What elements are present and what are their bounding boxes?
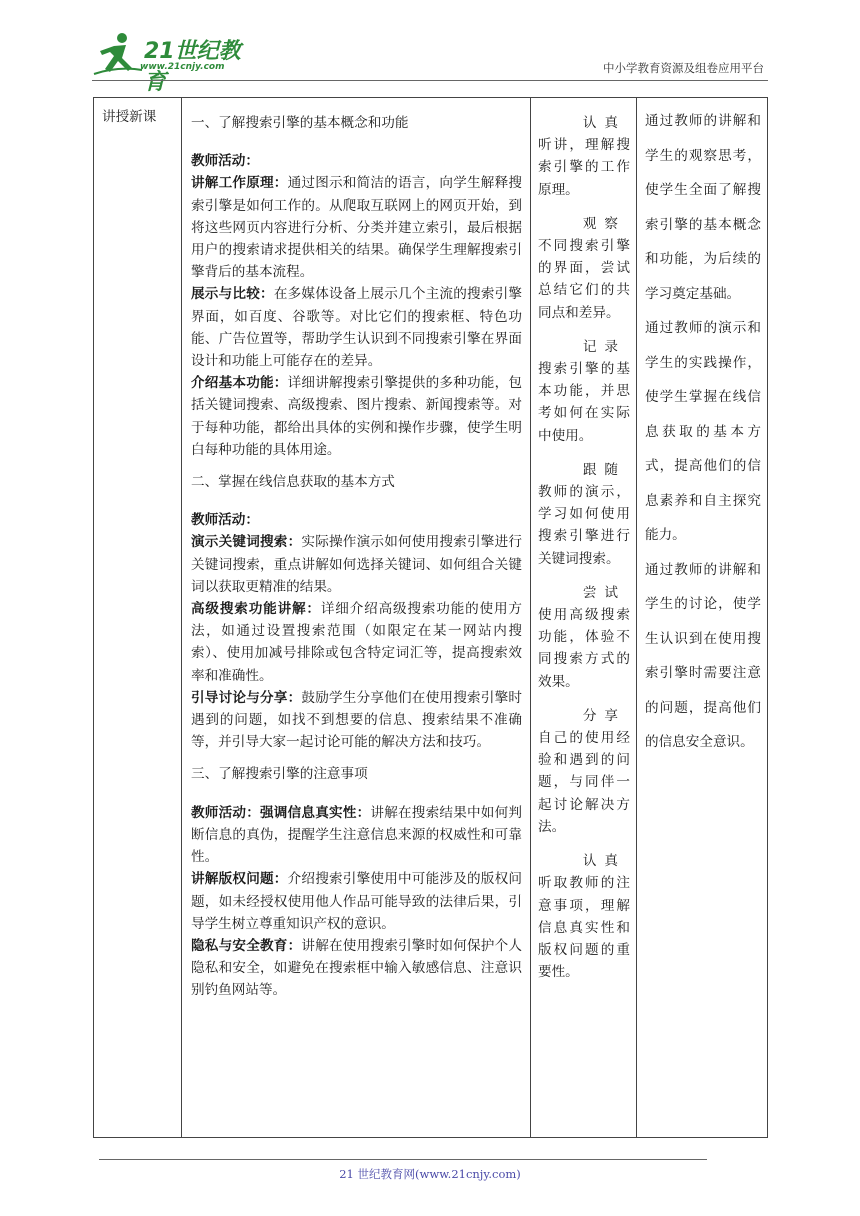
page-header [92, 30, 768, 95]
section-1-teacher-label: 教师活动： [191, 153, 259, 170]
section-1-title: 一、了解搜索引擎的基本概念和功能 [191, 115, 409, 131]
para-text: 详细讲解搜索引擎提供的多种功能，包括关键词搜索、高级搜索、图片搜索、新闻搜索等。对于每种功能，都给出具体的实例和操作步骤，使学生明白每种功能的具体用途。 [191, 375, 523, 458]
para-text: 通过图示和简洁的语言，向学生解释搜索引擎是如何工作的。从爬取互联网上的网页开始，到将这些网页内容进行分析、分类并建立索引，最后根据用户的搜索请求提供相关的结果。确保学生理解搜索引擎背后的基本流程。 [191, 175, 523, 281]
footer-link[interactable]: 21 世纪教育网(www.21cnjy.com) [339, 1167, 521, 1181]
section-3-title: 三、了解搜索引擎的注意事项 [191, 766, 368, 783]
student-activity: 教师的演示，学习如何使用搜索引擎进行关键词搜索。 [538, 484, 630, 567]
section-3-para-3 [191, 935, 522, 1002]
section-2-para-3 [191, 687, 522, 754]
header-divider [92, 80, 768, 81]
design-intent-cell [637, 98, 768, 1138]
runner-logo-icon [92, 30, 144, 76]
teacher-activity-cell [182, 98, 531, 1138]
design-intent: 通过教师的演示和学生的实践操作，使学生掌握在线信息获取的基本方式，提高他们的信息素养和自主探究能力。 [645, 320, 761, 543]
para-heading: 教师活动：强调信息真实性： [191, 804, 371, 821]
student-activity: 听取教师的注意事项，理解信息真实性和版权问题的重要性。 [538, 875, 630, 981]
row-label-cell [94, 98, 182, 1138]
para-text: 讲解在使用搜索引擎时如何保护个人隐私和安全，如避免在搜索框中输入敏感信息、注意识别钓鱼网站等。 [191, 937, 523, 999]
para-heading: 引导讨论与分享： [191, 689, 302, 706]
section-2-teacher-label: 教师活动： [191, 512, 259, 529]
section-2-para-1 [191, 531, 522, 598]
student-activity: 搜索引擎的基本功能，并思考如何在实际中使用。 [538, 361, 630, 444]
row-label: 讲授新课 [102, 109, 157, 125]
para-text: 在多媒体设备上展示几个主流的搜索引擎界面，如百度、谷歌等。对比它们的搜索框、特色功能、广告位置等，帮助学生认识到不同搜索引擎在界面设计和功能上可能存在的差异。 [191, 286, 523, 370]
footer-divider [99, 1159, 707, 1160]
para-heading: 展示与比较： [191, 286, 274, 303]
site-tagline: 中小学教育资源及组卷应用平台 [603, 61, 764, 75]
section-3-para-2 [191, 868, 522, 935]
para-heading: 讲解工作原理： [191, 175, 288, 192]
student-cue: 观察 [582, 215, 626, 232]
design-intent: 通过教师的讲解和学生的观察思考，使学生全面了解搜索引擎的基本概念和功能，为后续的学习奠定基础。 [645, 113, 761, 302]
student-activity: 自己的使用经验和遇到的问题，与同伴一起讨论解决方法。 [538, 730, 630, 835]
para-text: 实际操作演示如何使用搜索引擎进行关键词搜索，重点讲解如何选择关键词、如何组合关键词以获取更精准的结果。 [191, 534, 523, 595]
logo-text: 21世纪教育 [144, 39, 241, 95]
section-1-para-1 [191, 172, 522, 283]
student-cue: 记录 [582, 338, 626, 355]
student-cue: 分享 [582, 707, 626, 724]
para-text: 鼓励学生分享他们在使用搜索引擎时遇到的问题，如找不到想要的信息、搜索结果不准确等，并引导大家一起讨论可能的解决方法和技巧。 [191, 689, 523, 751]
para-heading: 隐私与安全教育： [191, 937, 302, 954]
student-cue: 尝试 [582, 584, 626, 601]
table-row [94, 98, 768, 1138]
para-heading: 讲解版权问题： [191, 871, 288, 888]
section-2-title: 二、掌握在线信息获取的基本方式 [191, 474, 395, 491]
para-text: 介绍搜索引擎使用中可能涉及的版权问题，如未经授权使用他人作品可能导致的法律后果，引导学生树立尊重知识产权的意识。 [191, 871, 523, 932]
logo-url: www.21cnjy.com [140, 62, 225, 72]
student-activity: 使用高级搜索功能，体验不同搜索方式的效果。 [538, 607, 630, 690]
para-heading: 演示关键词搜索： [191, 534, 302, 551]
lesson-table [93, 97, 768, 1138]
student-activity: 听讲，理解搜索引擎的工作原理。 [538, 137, 630, 198]
section-3-para-1 [191, 802, 522, 869]
student-cue: 认真 [582, 115, 626, 131]
section-1-para-2 [191, 283, 522, 372]
student-cue: 跟随 [582, 461, 626, 478]
student-activity: 不同搜索引擎的界面，尝试总结它们的共同点和差异。 [538, 238, 630, 321]
section-2-para-2 [191, 598, 522, 687]
para-text: 详细介绍高级搜索功能的使用方法，如通过设置搜索范围（如限定在某一网站内搜索）、使用加减号排除或包含特定词汇等，提高搜索效率和准确性。 [191, 601, 523, 684]
para-heading: 介绍基本功能： [191, 375, 288, 392]
student-activity-cell [531, 98, 637, 1138]
para-heading: 高级搜索功能讲解： [191, 601, 321, 618]
design-intent: 通过教师的讲解和学生的讨论，使学生认识到在使用搜索引擎时需要注意的问题，提高他们的信息安全意识。 [645, 561, 761, 750]
site-logo[interactable] [92, 30, 262, 95]
student-cue: 认真 [582, 853, 626, 870]
para-text: 讲解在搜索结果中如何判断信息的真伪，提醒学生注意信息来源的权威性和可靠性。 [191, 804, 523, 866]
section-1-para-3 [191, 372, 522, 461]
